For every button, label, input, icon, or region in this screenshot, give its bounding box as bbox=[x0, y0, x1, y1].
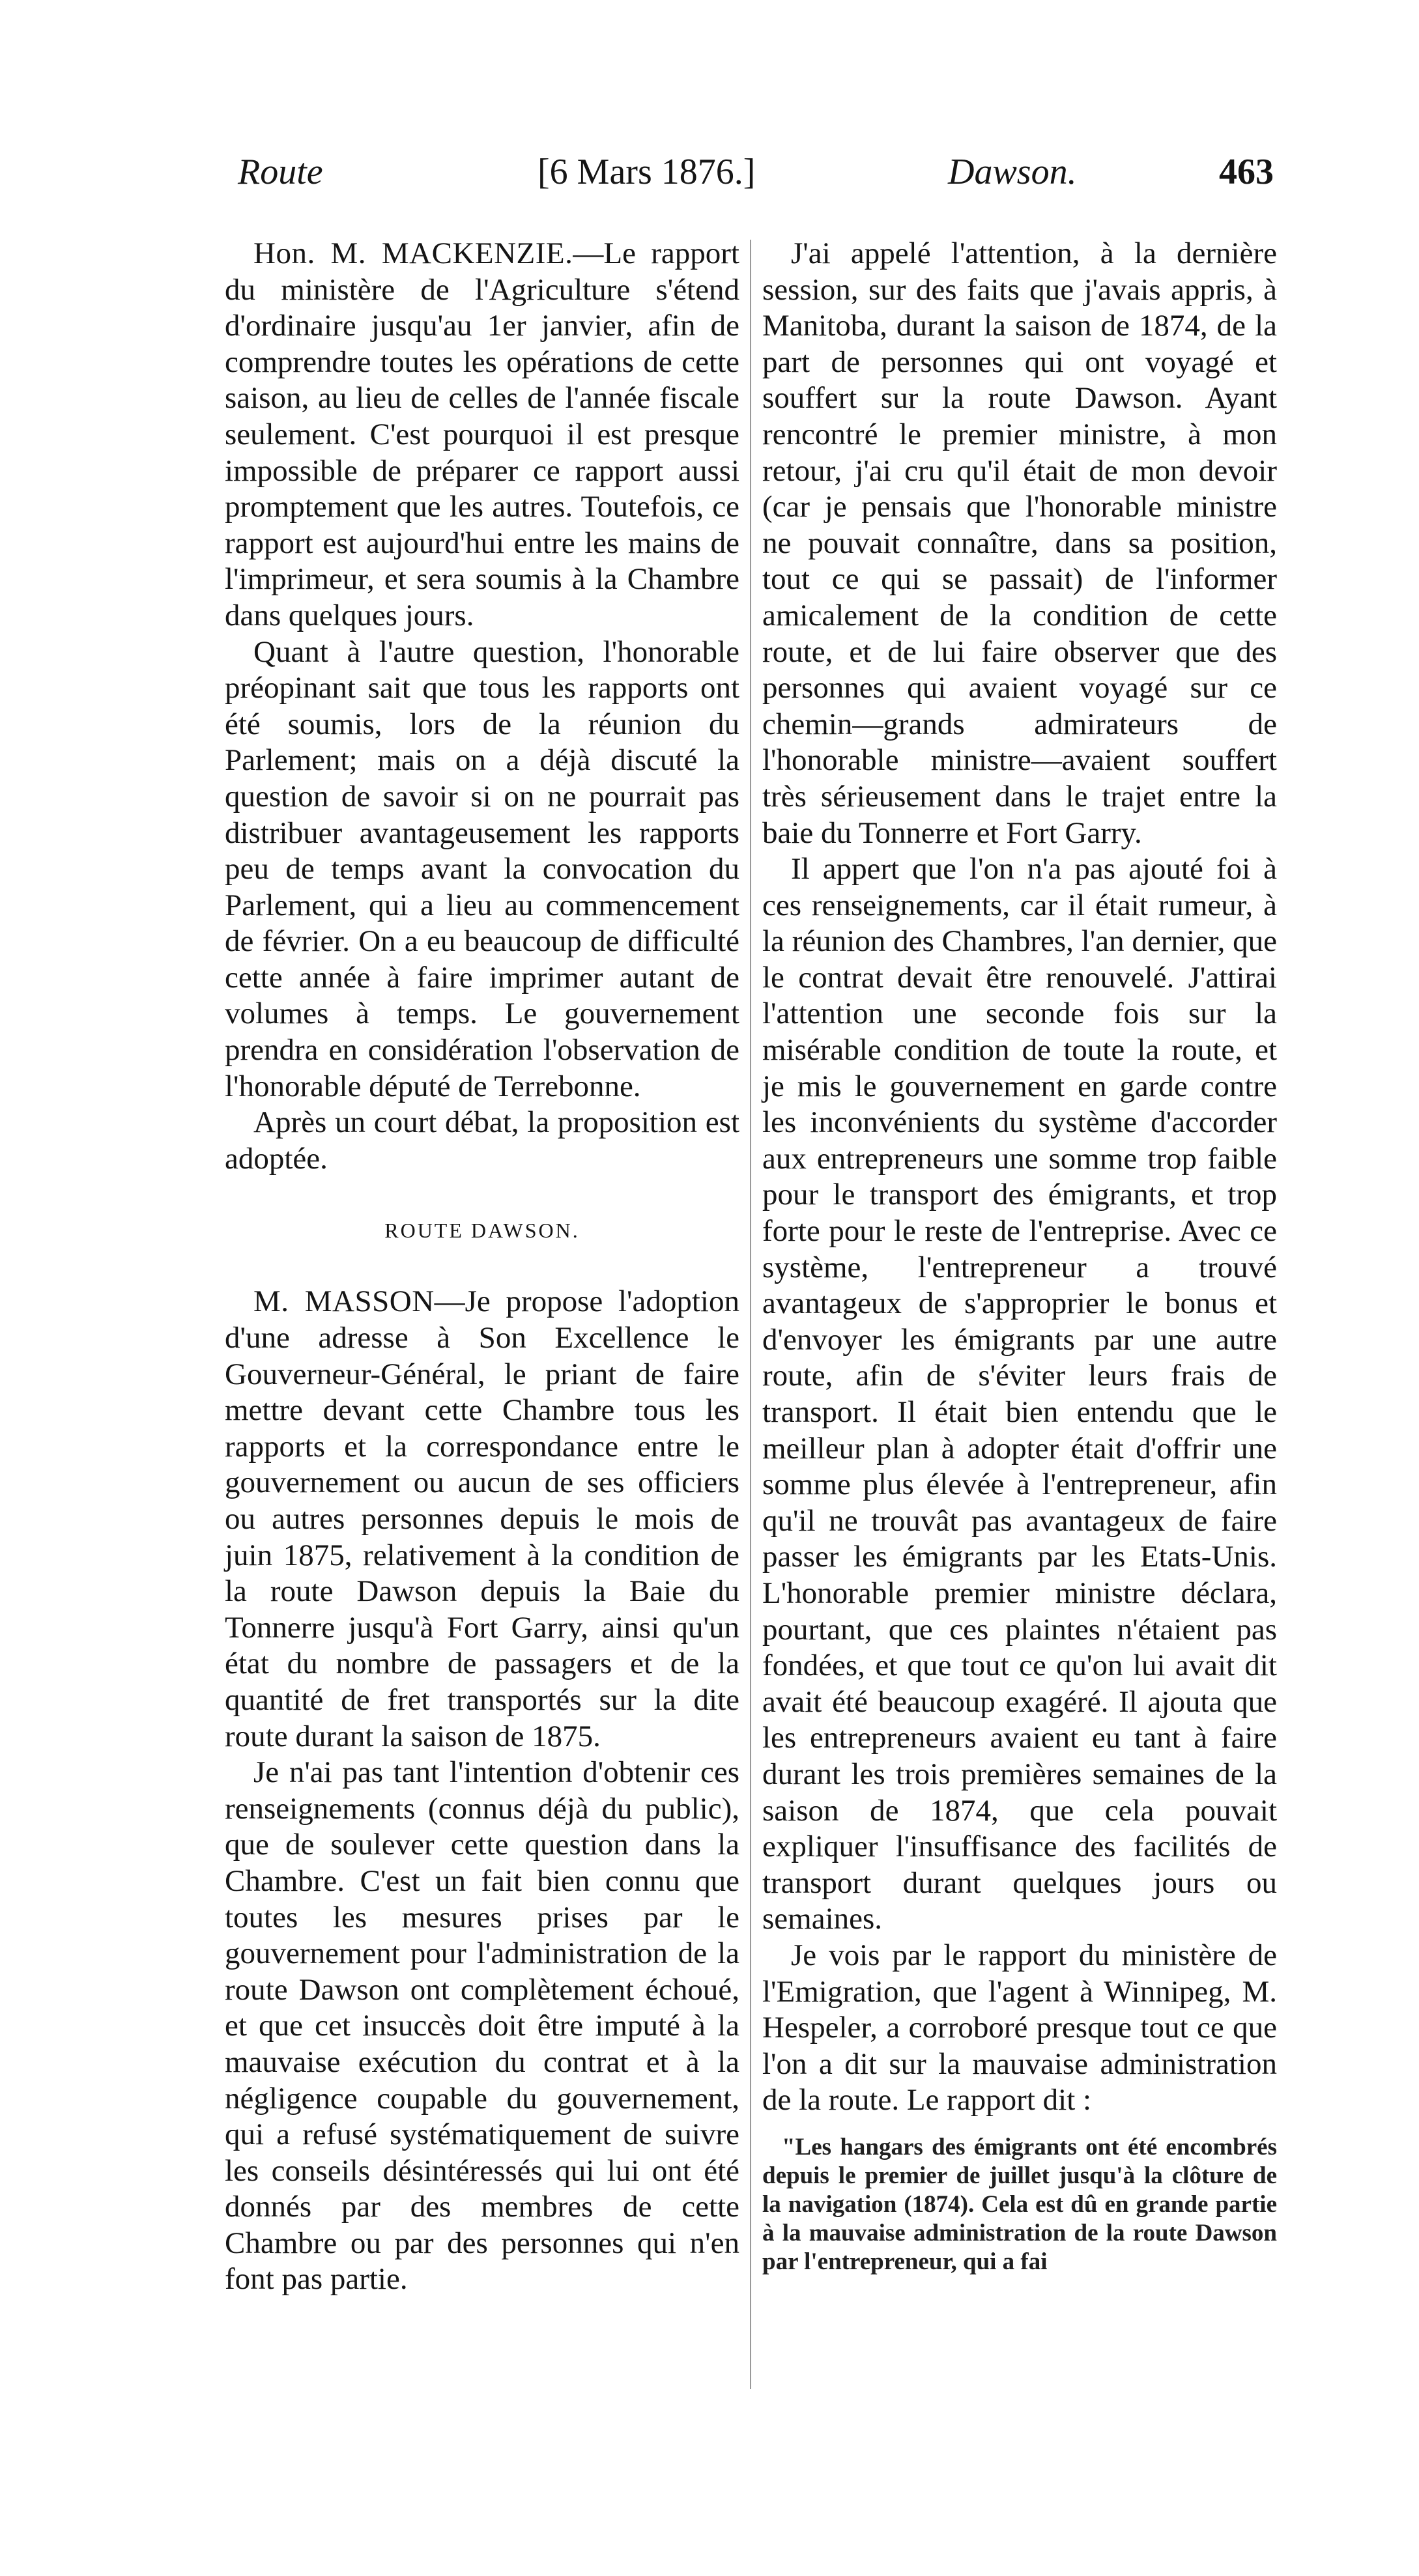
running-header bbox=[218, 151, 1274, 203]
paragraph: Je n'ai pas tant l'intention d'obtenir ces renseignements (connus déjà du public), que de soulever cette question dans la Chambre. C'est un fait bien connu que toutes les mesures prises par le gouvernement pour l'administration de la route Dawson ont complètement échoué, et que cet insuccès doit être imputé à la mauvaise exécution du contrat et à la négligence coupable du gouvernement, qui a refusé systématiquement de suivre les conseils désintéressés qui lui ont été donnés par des membres de cette Chambre ou par des personnes qui n'en font pas partie. bbox=[225, 1755, 739, 2297]
paragraph: Je vois par le rapport du ministère de l'Emigration, que l'agent à Winnipeg, M. Hespeler, a corroboré presque tout ce que l'on a dit sur la mauvaise administration de la route. Le rapport dit : bbox=[762, 1938, 1277, 2117]
speaker-name: M. MASSON bbox=[253, 1284, 435, 1319]
paragraph: J'ai appelé l'attention, à la dernière session, sur des faits que j'avais appris, à Manitoba, durant la saison de 1874, de la part de personnes qui ont voyagé et souffert sur la route Dawson. Ayant rencontré le premier ministre, à mon retour, j'ai cru qu'il était de mon devoir (car je pensais que l'honorable ministre ne pouvait connaître, dans sa position, tout ce qui se passait) de l'informer amicalement de la condition de cette route, et de lui faire observer que des personnes qui avaient voyagé sur ce chemin—grands admirateurs de l'honorable ministre—avaient souffert très sérieusement dans le trajet entre la baie du Tonnerre et Fort Garry. bbox=[762, 236, 1277, 850]
paragraph: Quant à l'autre question, l'honorable préopinant sait que tous les rapports ont été soumis, lors de la réunion du Parlement; mais on a déjà discuté la question de savoir si on ne pourrait pas distribuer avantageusement les rapports peu de temps avant la convocation du Parlement, qui a lieu au commencement de février. On a eu beaucoup de difficulté cette année à faire imprimer autant de volumes à temps. Le gouvernement prendra en considération l'observation de l'honorable député de Terrebonne. bbox=[225, 634, 739, 1103]
header-date: [6 Mars 1876.] bbox=[538, 152, 756, 192]
column-divider bbox=[750, 240, 751, 2389]
paragraph-text: —Je propose l'adoption d'une adresse à Son Excellence le Gouverneur-Général, le priant de faire mettre devant cette Chambre tous les rapports et la correspondance entre le gouvernement ou aucun de ses officiers ou autres personnes depuis le mois de juin 1875, relativement à la condition de la route Dawson depuis la Baie du Tonnerre jusqu'à Fort Garry, ainsi qu'un état du nombre de passagers et de la quantité de fret transportés sur la dite route durant la saison de 1875. bbox=[225, 1284, 739, 1753]
header-left: Route bbox=[238, 152, 323, 192]
paragraph: Après un court débat, la proposition est adoptée. bbox=[225, 1105, 739, 1176]
speaker-name: Hon. M. MACKENZIE. bbox=[253, 236, 573, 270]
paragraph-mackenzie bbox=[225, 236, 739, 634]
paragraph: Il appert que l'on n'a pas ajouté foi à ces renseignements, car il était rumeur, à la réunion des Chambres, l'an dernier, que le contrat devait être renouvelé. J'attirai l'attention une seconde fois sur la misérable condition de toute la route, et je mis le gouvernement en garde contre les inconvénients du système d'accorder aux entrepreneurs une somme trop faible pour le transport des émigrants, et trop forte pour le reste de l'entreprise. Avec ce système, l'entrepreneur a trouvé avantageux de s'approprier le bonus et d'envoyer les émigrants par une autre route, afin de s'éviter leurs frais de transport. Il était bien entendu que le meilleur plan à adopter était d'offrir une somme plus élevée à l'entrepreneur, afin qu'il ne trouvât pas avantageux de faire passer les émigrants par les Etats-Unis. L'honorable premier ministre déclara, pourtant, que ces plaintes n'étaient pas fondées, et que tout ce qu'on lui avait dit avait été beaucoup exagéré. Il ajouta que les entrepreneurs avaient eu tant à faire durant les trois premières semaines de la saison de 1874, que cela pouvait expliquer l'insuffisance des facilités de transport durant quelques jours ou semaines. bbox=[762, 852, 1277, 1936]
header-right: Dawson. bbox=[948, 152, 1077, 192]
quoted-report: "Les hangars des émigrants ont été encombrés depuis le premier de juillet jusqu'à la clôture de la navigation (1874). Cela est dû en grande partie à la mauvaise administration de la route Dawson par l'entrepreneur, qui a fai bbox=[762, 2133, 1277, 2275]
right-column bbox=[762, 236, 1277, 2276]
section-title: ROUTE DAWSON. bbox=[384, 1219, 580, 1243]
paragraph-masson bbox=[225, 1284, 739, 1755]
left-column bbox=[225, 236, 739, 2298]
paragraph-text: —Le rapport du ministère de l'Agriculture s'étend d'ordinaire jusqu'au 1er janvier, afin de comprendre toutes les opérations de cette saison, au lieu de celles de l'année fiscale seulement. C'est pourquoi il est presque impossible de préparer ce rapport aussi promptement que les autres. Toutefois, ce rapport est aujourd'hui entre les mains de l'imprimeur, et sera soumis à la Chambre dans quelques jours. bbox=[225, 236, 739, 632]
page-number: 463 bbox=[1219, 152, 1274, 192]
